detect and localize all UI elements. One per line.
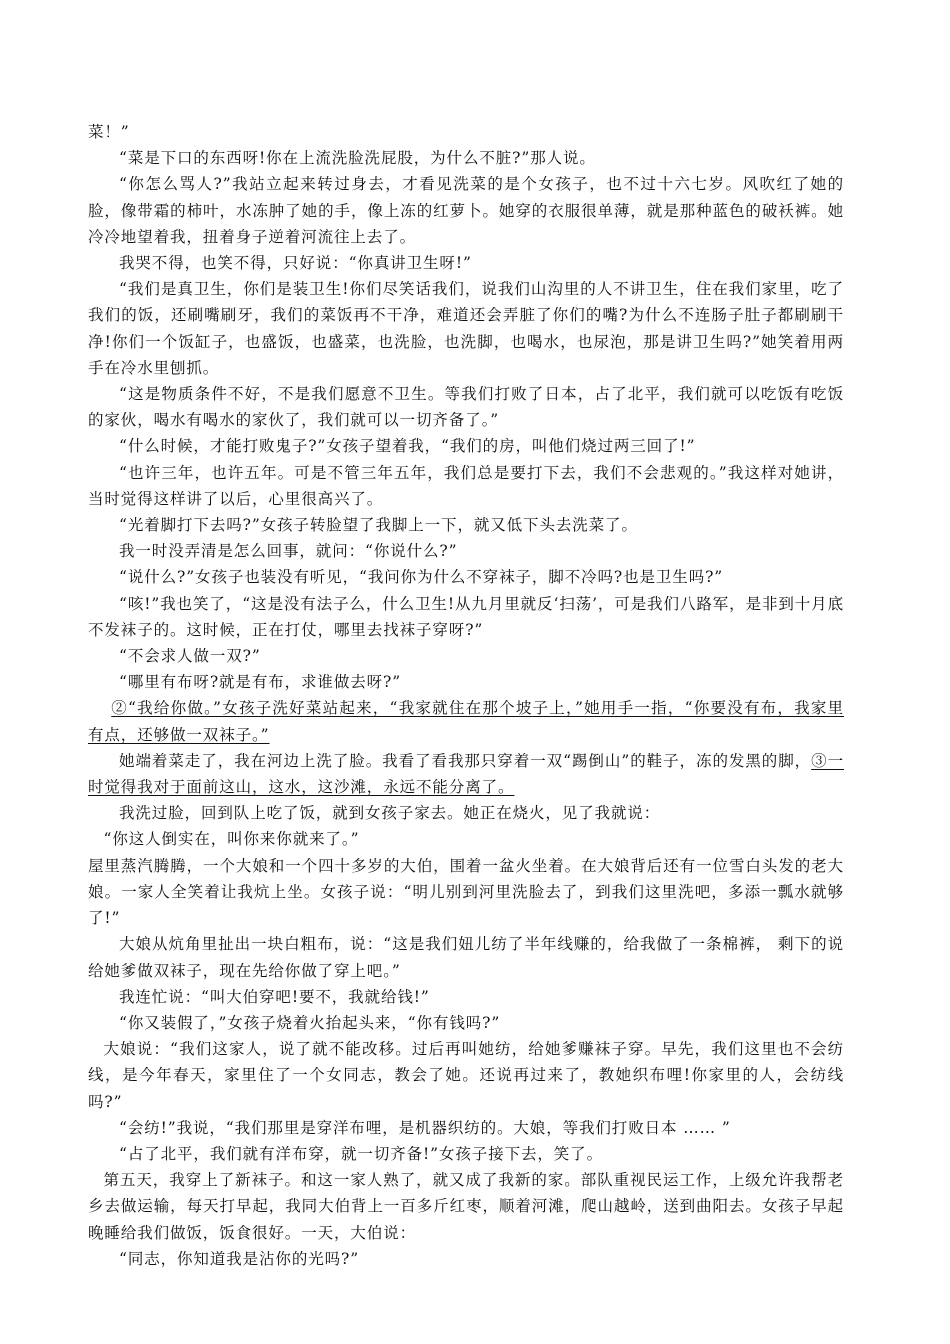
paragraph-25: “占了北平，我们就有洋布穿，就一切齐备!”女孩子接下去，笑了。 xyxy=(119,1144,603,1163)
paragraph-1: 菜！” xyxy=(88,123,130,141)
paragraph-8: “也许三年，也许五年。可是不管三年五年，我们总是要打下去，我们不会悲观的。”我这样对她讲，当时觉得这样讲了以后，心里很高兴了。 xyxy=(88,463,844,508)
paragraph-11: “说什么?”女孩子也装没有听见，“我问你为什么不穿袜子，脚不冷吗?也是卫生吗?” xyxy=(119,568,724,587)
paragraph-3: “你怎么骂人?”我站立起来转过身去，才看见洗菜的是个女孩子，也不过十六七岁。风吹红了她的脸，像带霜的柿叶，水冻肿了她的手，像上冻的红萝卜。她穿的衣服很单薄，就是那种蓝色的破袄裤。她冷冷地望着我，扭着身子逆着河流往上去了。 xyxy=(88,175,844,246)
paragraph-9: “光着脚打下去吗?”女孩子转脸望了我脚上一下，就又低下头去洗菜了。 xyxy=(119,516,638,535)
paragraph-7: “什么时候，才能打败鬼子?”女孩子望着我，“我们的房，叫他们烧过两三回了!” xyxy=(119,437,696,456)
paragraph-27: “同志，你知道我是沾你的光吗?” xyxy=(119,1249,360,1268)
paragraph-5: “我们是真卫生，你们是装卫生!你们尽笑话我们，说我们山沟里的人不讲卫生，住在我们家里，吃了我们的饭，还刷嘴刷牙，我们的菜饭再不干净，难道还会弄脏了你们的嘴?为什么不连肠子肚子都刷刷干净!你们一个饭缸子，也盛饭，也盛菜，也洗脸，也洗脚，也喝水，也尿泡，那是讲卫生吗?”她笑着用两手在冷水里刨抓。 xyxy=(88,280,844,377)
paragraph-10: 我一时没弄清是怎么回事，就问：“你说什么?” xyxy=(119,542,458,561)
paragraph-16-text: 她端着菜走了，我在河边上洗了脸。我看了看我那只穿着一双“踢倒山”的鞋子，冻的发黑的脚， xyxy=(119,751,812,770)
paragraph-17: 我洗过脸，回到队上吃了饭，就到女孩子家去。她正在烧火，见了我就说： xyxy=(119,804,661,823)
paragraph-4: 我哭不得，也笑不得，只好说：“你真讲卫生呀!” xyxy=(119,254,472,273)
paragraph-19: 屋里蒸汽腾腾，一个大娘和一个四十多岁的大伯，围着一盆火坐着。在大娘背后还有一位雪白头发的老大娘。一家人全笑着让我炕上坐。女孩子说：“明儿别到河里洗脸去了，到我们这里洗吧，多添一瓢水就够了!” xyxy=(88,856,844,928)
paragraph-20: 大娘从炕角里扯出一块白粗布，说：“这是我们妞儿纺了半年线赚的，给我做了一条棉裤， 剩下的说给她爹做双袜子，现在先给你做了穿上吧。” xyxy=(88,935,844,980)
paragraph-24: “会纺!”我说，“我们那里是穿洋布哩，是机器织纺的。大娘，等我们打败日本 …… ” xyxy=(119,1118,731,1137)
paragraph-18: “你这人倒实在，叫你来你就来了。” xyxy=(103,830,360,849)
paragraph-16 xyxy=(88,748,844,800)
paragraph-23: 大娘说：“我们这家人，说了就不能改移。过后再叫她纺，给她爹赚袜子穿。早先，我们这里也不会纺线，是今年春天，家里住了一个女同志，教会了她。还说再过来了，教她织布哩!你家里的人，会纺线吗?” xyxy=(88,1040,844,1111)
paragraph-26: 第五天，我穿上了新袜子。和这一家人熟了，就又成了我新的家。部队重视民运工作，上级允许我帮老乡去做运输，每天打早起，我同大伯背上一百多斤红枣，顺着河滩，爬山越岭，送到曲阳去。女孩子早起晚睡给我们做饭，饭食很好。一天，大伯说： xyxy=(88,1171,844,1242)
paragraph-21: 我连忙说：“叫大伯穿吧!要不，我就给钱!” xyxy=(119,987,430,1006)
story-text xyxy=(88,119,844,1272)
paragraph-13: “不会求人做一双?” xyxy=(119,647,261,666)
paragraph-6: “这是物质条件不好，不是我们愿意不卫生。等我们打败了日本，占了北平，我们就可以吃饭有吃饭的家伙，喝水有喝水的家伙了，我们就可以一切齐备了。” xyxy=(88,385,844,430)
paragraph-15-underlined: ②“我给你做。”女孩子洗好菜站起来，“我家就住在那个坡子上，”她用手一指，“你要没有布，我家里有点，还够做一双袜子。” xyxy=(88,699,844,744)
paragraph-12: “咳!”我也笑了，“这是没有法子么，什么卫生!从九月里就反‘扫荡’，可是我们八路军，是非到十月底不发袜子的。这时候，正在打仗，哪里去找袜子穿呀?” xyxy=(88,594,844,639)
paragraph-2: “菜是下口的东西呀!你在上流洗脸洗屁股，为什么不脏?”那人说。 xyxy=(119,149,596,168)
paragraph-22: “你又装假了，”女孩子烧着火抬起头来，“你有钱吗?” xyxy=(119,1013,501,1032)
paragraph-14: “哪里有布呀?就是有布，求谁做去呀?” xyxy=(119,673,402,692)
paragraph-16-underlined-sentence: ③一时觉得我对于面前这山，这水，这沙滩，永远不能分离了。 xyxy=(88,751,844,797)
